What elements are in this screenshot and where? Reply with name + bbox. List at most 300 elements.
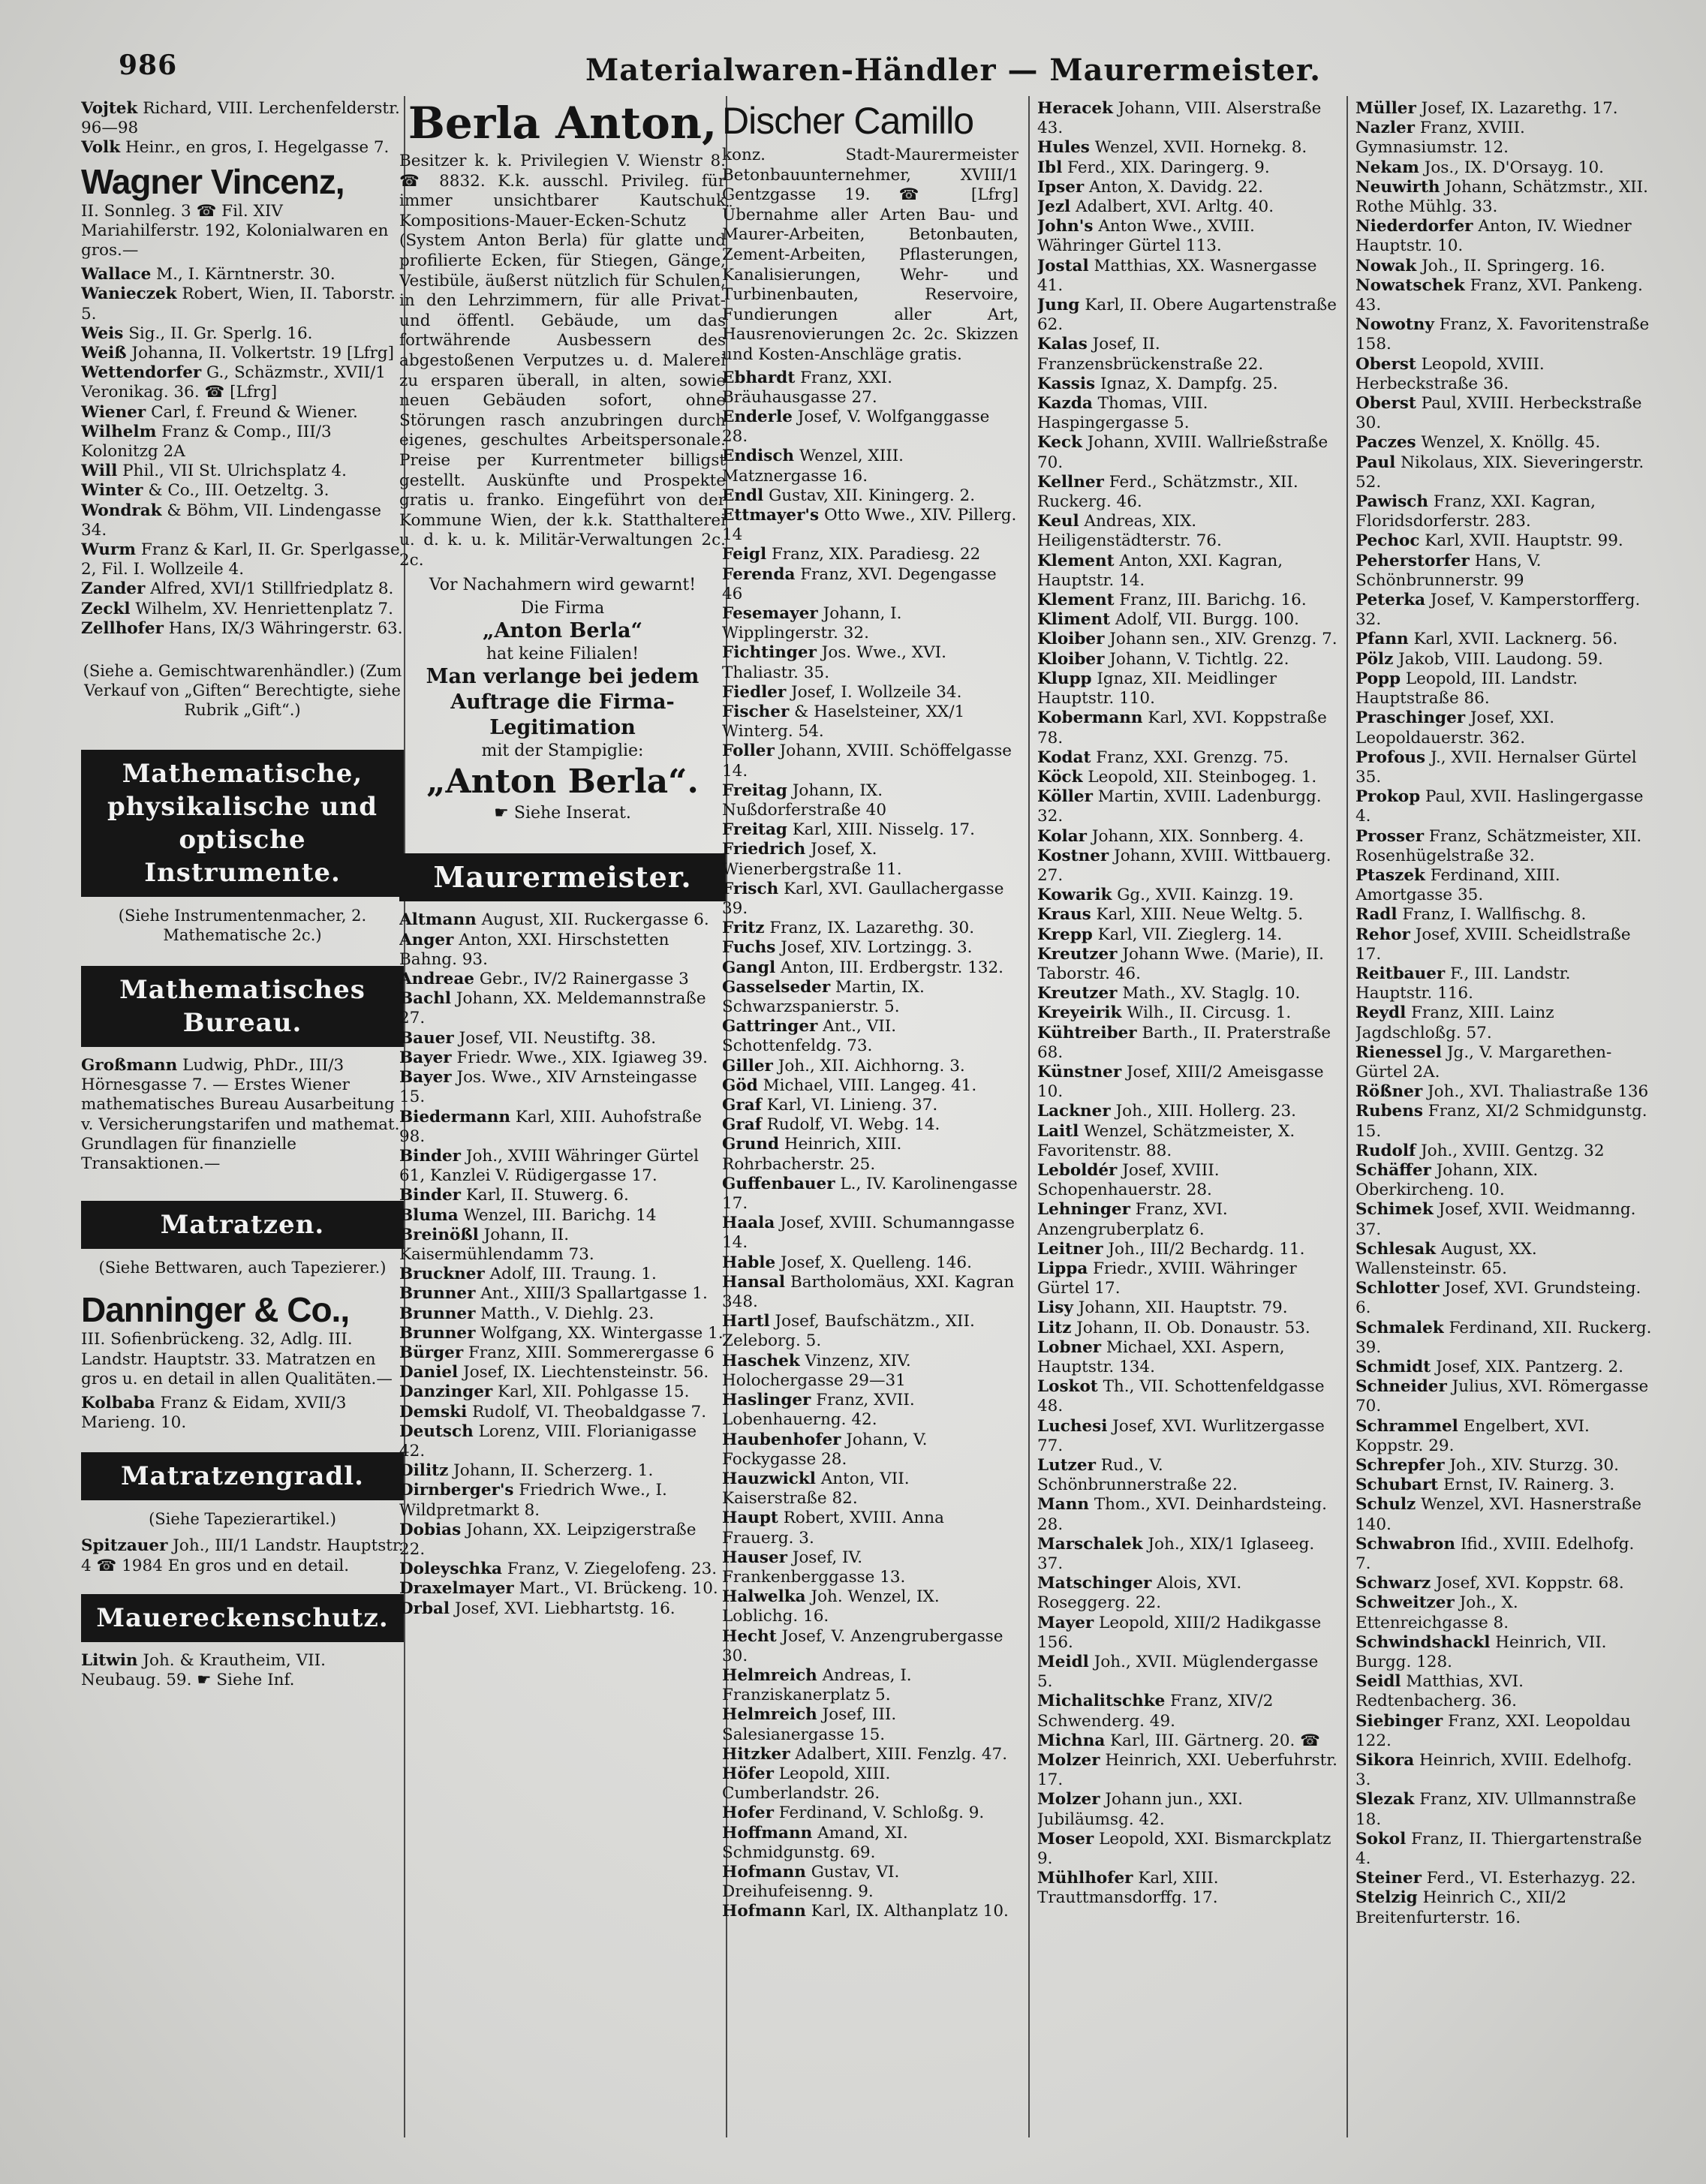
directory-entry [1355, 552, 1652, 591]
directory-entry [81, 600, 404, 619]
entry-details: Franz, XXI. Leopoldau 122. [1355, 1711, 1631, 1750]
directory-entry [1037, 1495, 1337, 1534]
entry-details: Gustav, XII. Kiningerg. 2. [769, 486, 976, 505]
directory-entry [1037, 1298, 1337, 1318]
entry-name: Schweitzer [1355, 1593, 1455, 1613]
entry-name: Kreyeirik [1037, 1003, 1122, 1023]
directory-entry [722, 938, 1018, 958]
entry-details: Matthias, XX. Wasnergasse 41. [1037, 256, 1317, 295]
entry-details: Hans, IX/3 Währingerstr. 63. [168, 618, 403, 638]
entry-name: Hitzker [722, 1744, 790, 1764]
entry-name: Oberst [1355, 394, 1416, 414]
entry-name: Halwelka [722, 1587, 806, 1607]
entry-name: Reydl [1355, 1003, 1407, 1023]
entry-details: Josef, V. Anzengrubergasse 30. [722, 1626, 1003, 1665]
entry-name: Lutzer [1037, 1456, 1096, 1476]
entry-name: Will [81, 462, 118, 481]
entry-details: Josef, IX. Lazarethg. 17. [1421, 99, 1618, 118]
entry-details: Josef, XVIII. Scheidlstraße 17. [1355, 925, 1631, 964]
entry-details: Wenzel, XIII. Matznergasse 16. [722, 447, 904, 486]
entry-name: Volk [81, 138, 121, 158]
directory-entry [1355, 1200, 1652, 1239]
entry-details: Josef, V. Wolfganggasse 28. [722, 407, 990, 447]
column-1 [81, 99, 404, 1690]
entry-name: Haala [722, 1214, 775, 1233]
entry-name: Hable [722, 1253, 776, 1272]
entry-details: Matth., V. Diehlg. 23. [480, 1304, 654, 1323]
entry-details: Wenzel, XVII. Hornekg. 8. [1094, 138, 1307, 158]
entry-details: Ferdinand, XII. Ruckerg. 39. [1355, 1318, 1652, 1357]
entry-name: Kazda [1037, 394, 1093, 414]
cross-reference-note: (Siehe Tapezierartikel.) [149, 1510, 336, 1529]
entry-details: Karl, III. Gärtnerg. 20. ☎ [1110, 1731, 1320, 1750]
entry-name: Kloiber [1037, 649, 1105, 669]
directory-entry [399, 1304, 726, 1324]
directory-entry [722, 919, 1018, 938]
directory-entry [1355, 1574, 1652, 1593]
directory-entry [399, 1560, 726, 1579]
directory-entry [722, 1352, 1018, 1391]
entry-details: Franz, XIX. Paradiesg. 22 [771, 545, 981, 564]
directory-entry [722, 742, 1018, 781]
entry-name: Weis [81, 323, 124, 343]
entry-details: Anton Wwe., XVIII. Währinger Gürtel 113. [1037, 217, 1255, 256]
entry-details: Franz & Karl, II. Gr. Sperlgasse 2, Fil. I. Wollzeile 4. [81, 540, 400, 579]
entry-name: Zellhofer [81, 618, 164, 638]
directory-entry [1037, 1063, 1337, 1102]
entry-name: Wilhelm [81, 422, 157, 441]
advert-stamp-intro: mit der Stampiglie: [481, 742, 644, 761]
entry-list [722, 369, 1018, 1922]
directory-entry [1037, 1731, 1337, 1751]
entry-details: Gebr., IV/2 Rainergasse 3 [479, 970, 689, 989]
entry-details: Franz, III. Barichg. 16. [1119, 591, 1307, 610]
entry-details: Heinrich, XIII. Rohrbacherstr. 25. [722, 1135, 902, 1174]
entry-details: Carl, f. Freund & Wiener. [151, 402, 358, 422]
entry-name: Brunner [399, 1284, 476, 1304]
entry-name: Bürger [399, 1343, 464, 1362]
entry-name: Hansal [722, 1272, 786, 1292]
advert-name: Danninger & Co., [81, 1290, 350, 1330]
entry-details: Anton, XXI. Kagran, Hauptstr. 14. [1037, 551, 1283, 590]
entry-name: Ebhardt [722, 368, 796, 387]
entry-details: Alois, XVI. Roseggerg. 22. [1037, 1574, 1242, 1613]
page-number: 986 [119, 50, 178, 81]
entry-details: Karl, XIII. Neue Weltg. 5. [1096, 905, 1304, 925]
entry-details: Josef, II. Franzensbrückenstraße 22. [1037, 335, 1264, 374]
entry-details: Matthias, XVI. Redtenbacherg. 36. [1355, 1672, 1524, 1711]
entry-details: Franz, XVI. Pankeng. 43. [1355, 275, 1643, 315]
directory-entry [1355, 1535, 1652, 1574]
entry-name: Wettendorfer [81, 363, 202, 383]
entry-details: Karl, VII. Zieglerg. 14. [1097, 925, 1283, 944]
directory-entry [1355, 1476, 1652, 1495]
entry-details: Johann, XVIII. Schöffelgasse 14. [722, 742, 1012, 781]
advert-demand: Man verlange bei jedem Auftrage die Firma-Legitimation [426, 665, 700, 740]
entry-name: Jostal [1037, 256, 1089, 275]
section-banner: Mathematisches Bureau. [81, 966, 404, 1047]
entry-details: Franz, Schätzmeister, XII. Rosenhügelstraße 32. [1355, 826, 1642, 865]
directory-entry [722, 545, 1018, 564]
directory-entry [1355, 1790, 1652, 1829]
entry-details: Ferd., Schätzmstr., XII. Ruckerg. 46. [1037, 472, 1298, 512]
directory-entry [1037, 827, 1337, 847]
entry-name: Laitl [1037, 1121, 1079, 1141]
entry-details: Josef, X. Wienerbergstraße 11. [722, 840, 902, 879]
cross-reference-note: (Siehe Instrumentenmacher, 2. Mathematische 2c.) [118, 907, 367, 945]
entry-name: Schubart [1355, 1476, 1439, 1495]
entry-name: Gasselseder [722, 977, 831, 997]
entry-name: Kobermann [1037, 708, 1143, 728]
directory-entry [1037, 886, 1337, 905]
entry-name: Lisy [1037, 1298, 1073, 1318]
directory-entry [1355, 1456, 1652, 1476]
entry-name: Brunner [399, 1323, 476, 1343]
entry-details: Karl, XII. Pohlgasse 15. [498, 1382, 690, 1402]
entry-details: Ferd., VI. Esterhazyg. 22. [1426, 1869, 1636, 1888]
directory-entry [722, 1509, 1018, 1548]
directory-entry [399, 1382, 726, 1402]
directory-entry [1355, 708, 1652, 748]
section-banner: Matratzen. [81, 1201, 404, 1249]
directory-entry [1037, 1869, 1337, 1908]
directory-entry [81, 344, 404, 363]
directory-entry [399, 1029, 726, 1048]
directory-entry [1355, 1082, 1652, 1102]
entry-details: Leopold, XIII. Cumberlandstr. 26. [722, 1764, 891, 1803]
entry-details: Joh., III/1 Landstr. Hauptstr. 4 ☎ 1984 En gros und en detail. [81, 1536, 404, 1575]
directory-entry [1355, 355, 1652, 394]
directory-entry [1037, 984, 1337, 1003]
entry-details: Thom., XVI. Deinhardsteing. 28. [1037, 1495, 1327, 1534]
entry-name: Haslinger [722, 1391, 811, 1410]
directory-entry [722, 1096, 1018, 1115]
column-5 [1355, 99, 1652, 1928]
directory-entry [722, 447, 1018, 486]
entry-name: Doleyschka [399, 1560, 502, 1579]
directory-entry [81, 501, 404, 540]
directory-entry [399, 931, 726, 970]
entry-details: Franz, XIV/2 Schwenderg. 49. [1037, 1692, 1274, 1731]
directory-entry [1355, 925, 1652, 964]
entry-name: Dilitz [399, 1461, 449, 1481]
entry-details: Martin, XVIII. Ladenburgg. 32. [1037, 787, 1322, 826]
directory-entry [722, 1175, 1018, 1214]
directory-entry [81, 540, 404, 579]
entry-details: Lorenz, VIII. Florianigasse 42. [399, 1421, 697, 1461]
entry-name: Michna [1037, 1731, 1106, 1750]
entry-name: Bruckner [399, 1265, 485, 1284]
entry-details: Josef, XIV. Lortzingg. 3. [781, 938, 973, 958]
entry-name: Hofmann [722, 1902, 806, 1921]
entry-name: Hartl [722, 1312, 770, 1331]
entry-details: Franz, XIV. Ullmannstraße 18. [1355, 1790, 1636, 1829]
directory-entry [1037, 1456, 1337, 1495]
entry-name: Pawisch [1355, 492, 1429, 512]
entry-details: Ferdinand, XIII. Amortgasse 35. [1355, 865, 1560, 905]
entry-name: Klement [1037, 591, 1115, 610]
entry-name: Köller [1037, 787, 1093, 807]
entry-details: Martin, IX. Schwarzspanierstr. 5. [722, 977, 925, 1017]
entry-details: Ifid., XVIII. Edelhofg. 7. [1355, 1534, 1635, 1574]
entry-name: Friedrich [722, 840, 806, 859]
entry-name: Altmann [399, 910, 477, 930]
directory-entry [1037, 1653, 1337, 1692]
directory-entry [1355, 1495, 1652, 1534]
directory-entry [1355, 1888, 1652, 1927]
entry-details: August, XII. Ruckergasse 6. [481, 910, 709, 930]
entry-name: Molzer [1037, 1751, 1100, 1770]
entry-name: Popp [1355, 669, 1401, 688]
entry-details: Franz, XXI. Grenzg. 75. [1096, 748, 1289, 767]
entry-name: Endl [722, 486, 764, 505]
entry-details: Jg., V. Margarethen-Gürtel 2A. [1355, 1042, 1612, 1081]
entry-name: Kraus [1037, 905, 1091, 925]
entry-name: Köck [1037, 767, 1083, 787]
directory-entry [1037, 925, 1337, 945]
entry-name: Oberst [1355, 354, 1416, 374]
entry-details: Wenzel, X. Knöllg. 45. [1421, 433, 1601, 453]
entry-name: John's [1037, 217, 1094, 236]
entry-details: Johann, XII. Hauptstr. 79. [1078, 1298, 1288, 1318]
directory-entry [399, 1461, 726, 1481]
entry-name: Zeckl [81, 599, 131, 618]
entry-name: Kowarik [1037, 886, 1112, 905]
entry-name: Hofmann [722, 1862, 806, 1882]
entry-name: Wiener [81, 402, 146, 422]
directory-entry [722, 1057, 1018, 1076]
entry-details: Josef, XVI. Grundsteing. 6. [1355, 1279, 1641, 1318]
entry-details: Alfred, XVI/1 Stillfriedplatz 8. [150, 579, 394, 599]
entry-name: Enderle [722, 407, 793, 426]
entry-name: Neuwirth [1355, 177, 1440, 197]
directory-entry [722, 1017, 1018, 1056]
entry-details: August, XX. Wallensteinstr. 65. [1355, 1239, 1537, 1278]
entry-details: Sig., II. Gr. Sperlg. 16. [128, 323, 313, 343]
entry-details: Karl, XVII. Hauptstr. 99. [1425, 531, 1623, 551]
entry-details: Paul, XVIII. Herbeckstraße 30. [1355, 394, 1642, 433]
entry-details: Johann, IX. Nußdorferstraße 40 [722, 781, 887, 820]
directory-entry [399, 1206, 726, 1226]
directory-entry [722, 1902, 1018, 1921]
advert-text: III. Sofienbrückeng. 32, Adlg. III. Landstr. Hauptstr. 33. Matratzen en gros u. en detail in allen Qualitäten.— [81, 1330, 393, 1388]
entry-name: Hauzwickl [722, 1469, 816, 1488]
entry-details: Franz, XVI. Degengasse 46 [722, 564, 997, 603]
entry-details: Johann, XX. Leipzigerstraße 22. [399, 1520, 697, 1559]
directory-entry [1355, 1593, 1652, 1632]
directory-entry [1037, 787, 1337, 826]
entry-details: & Co., III. Oetzeltg. 3. [148, 481, 329, 501]
entry-details: Joh. & Krautheim, VII. Neubaug. 59. ☛ Siehe Inf. [81, 1650, 326, 1689]
directory-entry [399, 1521, 726, 1560]
entry-list [399, 910, 726, 1618]
entry-name: Mann [1037, 1495, 1089, 1515]
entry-name: Danzinger [399, 1382, 493, 1402]
entry-name: Nowotny [1355, 315, 1434, 335]
directory-entry [1355, 669, 1652, 708]
entry-name: Litwin [81, 1650, 138, 1670]
entry-details: Rudolf, VI. Theobaldgasse 7. [472, 1402, 707, 1421]
entry-details: Joh. Wenzel, IX. Loblichg. 16. [722, 1587, 940, 1626]
entry-name: Ettmayer's [722, 505, 820, 525]
entry-name: Haupt [722, 1509, 778, 1528]
directory-entry [722, 1666, 1018, 1705]
entry-details: Karl, XIII. Auhofstraße 98. [399, 1107, 702, 1146]
entry-name: Schrepfer [1355, 1456, 1445, 1476]
directory-entry [1037, 99, 1337, 138]
directory-entry [399, 1147, 726, 1186]
entry-details: Adolf, III. Traung. 1. [489, 1265, 657, 1284]
directory-entry [722, 1312, 1018, 1351]
entry-name: Bayer [399, 1048, 452, 1067]
entry-name: Biedermann [399, 1107, 511, 1127]
entry-details: Otto Wwe., XIV. Pillerg. 14 [722, 505, 1017, 545]
entry-details: Nikolaus, XIX. Sieveringerstr. 52. [1355, 453, 1644, 492]
directory-entry [81, 99, 404, 138]
entry-details: Gustav, VI. Dreihufeisenng. 9. [722, 1862, 900, 1902]
entry-name: Keck [1037, 433, 1082, 453]
entry-details: Franz & Eidam, XVII/3 Marieng. 10. [81, 1393, 347, 1433]
entry-name: Kolbaba [81, 1393, 155, 1412]
entry-name: Peterka [1355, 591, 1426, 610]
entry-details: Franz, XI/2 Schmidgunstg. 15. [1355, 1102, 1647, 1141]
entry-details: Karl, VI. Linieng. 37. [766, 1096, 938, 1115]
entry-name: Hules [1037, 138, 1090, 158]
directory-entry [722, 1705, 1018, 1744]
entry-details: Joh., XVII. Müglendergasse 5. [1037, 1653, 1319, 1692]
entry-details: Josef, XVI. Koppstr. 68. [1436, 1574, 1624, 1593]
entry-details: Ferd., XIX. Daringerg. 9. [1067, 158, 1270, 177]
entry-name: Loskot [1037, 1377, 1098, 1397]
entry-details: Th., VII. Schottenfeldgasse 48. [1037, 1377, 1325, 1416]
entry-details: Jos. Wwe., XIV Arnsteingasse 15. [399, 1068, 697, 1107]
entry-details: Ludwig, PhDr., III/3 Hörnesgasse 7. — Erstes Wiener mathematisches Bureau Ausarbeitung v. Versicherungstarifen und mathemat. Grundlagen für finanzielle Transaktionen.— [81, 1056, 400, 1174]
entry-name: Göd [722, 1075, 758, 1095]
entry-name: Höfer [722, 1764, 774, 1783]
directory-entry [722, 702, 1018, 742]
entry-details: Leopold, XIII/2 Hadikgasse 156. [1037, 1613, 1322, 1652]
column-2 [399, 99, 726, 1619]
directory-entry [1355, 1830, 1652, 1869]
entry-details: Heinr., en gros, I. Hegelgasse 7. [125, 138, 390, 158]
directory-entry [722, 1863, 1018, 1902]
entry-name: Fesemayer [722, 603, 818, 623]
entry-name: Nowatschek [1355, 275, 1465, 295]
entry-details: Josef, XVI. Wurlitzergasse 77. [1037, 1416, 1325, 1455]
entry-details: Thomas, VIII. Haspingergasse 5. [1037, 394, 1208, 433]
entry-details: Adolf, VII. Burgg. 100. [1115, 610, 1299, 630]
entry-name: Fichtinger [722, 643, 817, 663]
entry-name: Hofer [722, 1803, 774, 1823]
directory-entry [399, 970, 726, 989]
entry-name: Großmann [81, 1056, 178, 1075]
entry-details: Jos. Wwe., XVI. Thaliastr. 35. [722, 643, 946, 682]
directory-entry [399, 1422, 726, 1461]
entry-name: Nekam [1355, 158, 1419, 177]
entry-name: Fischer [722, 702, 790, 721]
entry-details: Michael, XXI. Aspern, Hauptstr. 134. [1037, 1337, 1285, 1376]
entry-details: Josef, X. Quelleng. 146. [780, 1253, 972, 1272]
directory-entry [722, 506, 1018, 545]
entry-name: Steiner [1355, 1869, 1422, 1888]
entry-name: Foller [722, 742, 775, 761]
entry-name: Guffenbauer [722, 1174, 835, 1193]
entry-name: Litz [1037, 1318, 1072, 1337]
entry-details: Heinrich, XVIII. Edelhofg. 3. [1355, 1751, 1632, 1790]
entry-details: Wilhelm, XV. Henriettenplatz 7. [135, 599, 393, 618]
entry-name: Praschinger [1355, 708, 1466, 728]
directory-entry [1355, 158, 1652, 178]
directory-entry [81, 363, 404, 402]
entry-name: Fuchs [722, 938, 776, 958]
entry-name: Lippa [1037, 1259, 1088, 1278]
directory-entry [722, 1135, 1018, 1174]
directory-entry [1355, 591, 1652, 630]
entry-details: Josef, VII. Neustiftg. 38. [459, 1028, 657, 1048]
directory-entry [722, 840, 1018, 879]
entry-name: Stelzig [1355, 1888, 1418, 1908]
directory-entry [1037, 1614, 1337, 1653]
directory-entry [1355, 433, 1652, 453]
entry-details: Joh., X. Ettenreichgasse 8. [1355, 1593, 1518, 1632]
entry-name: Ipser [1037, 177, 1085, 197]
entry-name: Kalas [1037, 335, 1088, 354]
entry-name: Radl [1355, 905, 1398, 925]
directory-entry [722, 1253, 1018, 1273]
entry-name: Spitzauer [81, 1536, 168, 1556]
entry-details: Rud., V. Schönbrunnerstraße 22. [1037, 1456, 1238, 1495]
directory-entry [1037, 296, 1337, 335]
entry-name: Schwindshackl [1355, 1632, 1491, 1652]
entry-details: Franz & Comp., III/3 Kolonitzg 2A [81, 422, 332, 462]
entry-name: Sikora [1355, 1751, 1415, 1770]
entry-details: Johann, XIX. Oberkircheng. 10. [1355, 1160, 1539, 1200]
entry-name: Binder [399, 1146, 462, 1166]
entry-list [1037, 99, 1337, 1909]
directory-entry [722, 1803, 1018, 1823]
entry-name: Rößner [1355, 1082, 1423, 1102]
entry-details: Julius, XVI. Römergasse 70. [1355, 1377, 1649, 1416]
directory-entry [1355, 630, 1652, 649]
directory-entry [722, 1214, 1018, 1253]
entry-details: Franz, XVII. Lobenhauerng. 42. [722, 1391, 915, 1430]
entry-name: Lobner [1037, 1337, 1102, 1357]
advert-see: ☛ Siehe Inserat. [494, 804, 631, 823]
entry-name: Prosser [1355, 826, 1425, 846]
section-banner: Mauereckenschutz. [81, 1594, 404, 1642]
entry-name: Nazler [1355, 119, 1415, 138]
entry-name: Draxelmayer [399, 1579, 514, 1599]
entry-details: Mart., VI. Brückeng. 10. [519, 1579, 718, 1599]
entry-name: Lehninger [1037, 1200, 1130, 1220]
advert-text: II. Sonnleg. 3 ☎ Fil. XIV Mariahilferstr. 192, Kolonialwaren en gros.— [81, 201, 389, 260]
advert-body: konz. Stadt-Maurermeister Betonbauunternehmer, XVIII/1 Gentzgasse 19. ☎ [Lfrg] Übernahme aller Arten Bau- und Maurer-Arbeiten, Betonbauten, Zement-Arbeiten, Pflasterungen, Kanalisierungen, Wehr- und Turbinenbauten, Reservoire, Fundierungen aller Art, Hausrenovierungen 2c. 2c. Skizzen und Kosten-Anschläge gratis. [722, 146, 1018, 364]
entry-name: Schmidt [1355, 1358, 1431, 1376]
entry-details: Gg., XVII. Kainzg. 19. [1117, 886, 1294, 905]
entry-name: Rehor [1355, 925, 1410, 944]
directory-entry [722, 1548, 1018, 1587]
directory-entry [1037, 394, 1337, 433]
advert-warning: Vor Nachahmern wird gewarnt! [429, 576, 697, 595]
advert-firm-intro: Die Firma [520, 599, 605, 618]
directory-entry [1037, 847, 1337, 886]
directory-entry [81, 1651, 404, 1690]
entry-details: M., I. Kärntnerstr. 30. [156, 265, 335, 284]
entry-list [81, 99, 404, 158]
directory-entry [399, 1265, 726, 1284]
directory-entry [81, 138, 404, 158]
entry-name: Dobias [399, 1520, 462, 1539]
